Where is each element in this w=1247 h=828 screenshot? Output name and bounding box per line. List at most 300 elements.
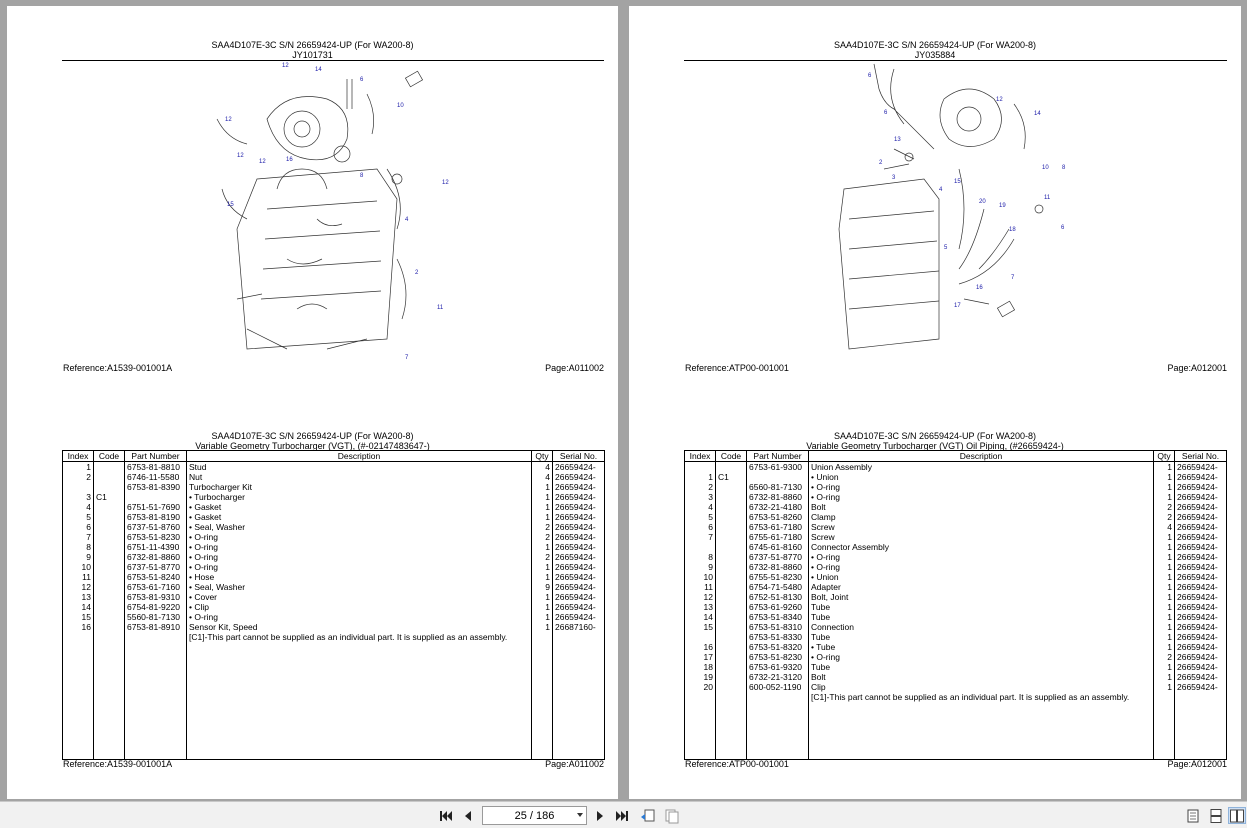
cell-index: 16 <box>685 642 716 652</box>
cell-part-number: 6732-21-3120 <box>747 672 809 682</box>
cell-qty: 4 <box>532 472 553 482</box>
cell-part-number: 6753-51-8310 <box>747 622 809 632</box>
cell-description: Union Assembly <box>809 462 1154 473</box>
cell-description: • O-ring <box>187 562 532 572</box>
table-row <box>685 522 1227 532</box>
cell-serial-no: 26659424- <box>553 482 605 492</box>
svg-text:16: 16 <box>286 157 293 163</box>
table-row <box>63 592 605 602</box>
svg-text:3: 3 <box>892 175 896 181</box>
cell-index: 15 <box>685 622 716 632</box>
cell-code <box>716 602 747 612</box>
table-row <box>685 502 1227 512</box>
cell-description: • O-ring <box>187 532 532 542</box>
table-row <box>63 532 605 542</box>
cell-serial-no: 26659424- <box>1175 672 1227 682</box>
cell-description: • Gasket <box>187 502 532 512</box>
cell-index: 2 <box>685 482 716 492</box>
svg-text:15: 15 <box>227 202 234 208</box>
cell-index: 16 <box>63 622 94 632</box>
cell-code <box>94 562 125 572</box>
cell-qty: 1 <box>1154 642 1175 652</box>
cell-part-number: 6732-81-8860 <box>125 552 187 562</box>
table-row <box>685 682 1227 692</box>
cell-index: 11 <box>63 572 94 582</box>
cell-qty: 2 <box>532 552 553 562</box>
table-row <box>63 572 605 582</box>
svg-text:7: 7 <box>405 355 409 361</box>
cell-serial-no: 26659424- <box>553 602 605 612</box>
parts-table <box>684 450 1227 760</box>
list-page-number: Page:A012001 <box>1167 759 1227 769</box>
cell-code <box>716 552 747 562</box>
cell-index: 7 <box>63 532 94 542</box>
chevron-down-icon <box>577 813 583 817</box>
two-page-view-icon[interactable] <box>1228 807 1246 824</box>
table-row <box>685 652 1227 662</box>
table-row <box>63 622 605 632</box>
document-page-right <box>629 6 1241 799</box>
table-row <box>685 492 1227 502</box>
cell-serial-no: 26659424- <box>1175 602 1227 612</box>
next-view-icon[interactable] <box>664 808 680 824</box>
cell-index: 15 <box>63 612 94 622</box>
assembly-note: [C1]-This part cannot be supplied as an individual part. It is supplied as an assembly. <box>809 692 1154 760</box>
drawing-code: JY101731 <box>292 50 333 60</box>
svg-text:12: 12 <box>442 180 449 186</box>
cell-description: Nut <box>187 472 532 482</box>
cell-qty: 1 <box>1154 602 1175 612</box>
cell-serial-no: 26659424- <box>553 572 605 582</box>
empty-cell <box>532 632 553 760</box>
table-row <box>685 512 1227 522</box>
drawing-title: SAA4D107E-3C S/N 26659424-UP (For WA200-8) <box>211 40 414 50</box>
table-row-note <box>685 692 1227 760</box>
column-header-qty: Qty <box>532 451 553 462</box>
cell-code <box>716 512 747 522</box>
drawing-reference: Reference:ATP00-001001 <box>685 363 789 373</box>
cell-qty: 9 <box>532 582 553 592</box>
parts-list-title: SAA4D107E-3C S/N 26659424-UP (For WA200-8) <box>211 431 414 441</box>
cell-description: Adapter <box>809 582 1154 592</box>
cell-qty: 1 <box>1154 492 1175 502</box>
drawing-code: JY035884 <box>914 50 956 60</box>
column-header-part-number: Part Number <box>747 451 809 462</box>
cell-qty: 1 <box>1154 482 1175 492</box>
empty-cell <box>1154 692 1175 760</box>
empty-cell <box>94 632 125 760</box>
cell-code <box>716 662 747 672</box>
table-row <box>63 612 605 622</box>
cell-qty: 1 <box>532 502 553 512</box>
cell-index: 8 <box>63 542 94 552</box>
cell-index: 12 <box>63 582 94 592</box>
table-row <box>685 462 1227 473</box>
cell-serial-no: 26659424- <box>553 592 605 602</box>
cell-index: 1 <box>63 462 94 473</box>
svg-text:13: 13 <box>894 137 901 143</box>
cell-qty: 2 <box>1154 652 1175 662</box>
table-row <box>685 542 1227 552</box>
svg-text:12: 12 <box>996 97 1003 103</box>
cell-serial-no: 26659424- <box>1175 652 1227 662</box>
cell-serial-no: 26659424- <box>553 532 605 542</box>
cell-description: • Clip <box>187 602 532 612</box>
empty-cell <box>747 692 809 760</box>
exploded-parts-diagram <box>197 59 449 364</box>
cell-serial-no: 26659424- <box>553 582 605 592</box>
cell-code <box>94 552 125 562</box>
cell-code <box>94 582 125 592</box>
cell-qty: 1 <box>1154 572 1175 582</box>
assembly-note: [C1]-This part cannot be supplied as an individual part. It is supplied as an assembly. <box>187 632 532 760</box>
cell-description: Bolt <box>809 672 1154 682</box>
parts-list-subtitle: Variable Geometry Turbocharger (VGT) Oil Piping, (#26659424-) <box>806 441 1064 451</box>
cell-description: • O-ring <box>809 492 1154 502</box>
cell-part-number: 6753-51-8230 <box>125 532 187 542</box>
cell-code <box>94 622 125 632</box>
table-row <box>685 552 1227 562</box>
cell-index: 17 <box>685 652 716 662</box>
svg-text:12: 12 <box>225 117 232 123</box>
cell-description: • Union <box>809 472 1154 482</box>
cell-part-number <box>125 492 187 502</box>
cell-part-number: 6753-61-7160 <box>125 582 187 592</box>
column-header-qty: Qty <box>1154 451 1175 462</box>
parts-table <box>62 450 605 760</box>
cell-part-number: 6560-81-7130 <box>747 482 809 492</box>
cell-qty: 1 <box>532 562 553 572</box>
table-row-note <box>63 632 605 760</box>
cell-description: • Tube <box>809 642 1154 652</box>
empty-cell <box>125 632 187 760</box>
column-header-index: Index <box>685 451 716 462</box>
table-row <box>685 642 1227 652</box>
svg-text:6: 6 <box>884 110 888 116</box>
cell-code <box>716 632 747 642</box>
cell-part-number: 6753-81-8390 <box>125 482 187 492</box>
cell-code <box>716 522 747 532</box>
page-indicator: 25 / 186 <box>514 809 555 822</box>
cell-serial-no: 26659424- <box>1175 552 1227 562</box>
svg-text:8: 8 <box>1062 165 1066 171</box>
cell-code <box>94 522 125 532</box>
svg-text:8: 8 <box>360 173 364 179</box>
column-header-serial-no: Serial No. <box>1175 451 1227 462</box>
table-row <box>685 662 1227 672</box>
column-header-description: Description <box>187 451 532 462</box>
empty-cell <box>63 632 94 760</box>
cell-qty: 1 <box>1154 532 1175 542</box>
parts-list-header <box>7 431 618 451</box>
cell-part-number: 6737-51-8760 <box>125 522 187 532</box>
svg-text:15: 15 <box>954 179 961 185</box>
drawing-reference: Reference:A1539-001001A <box>63 363 173 373</box>
parts-list-title: SAA4D107E-3C S/N 26659424-UP (For WA200-8) <box>833 431 1037 441</box>
cell-index: 8 <box>685 552 716 562</box>
cell-serial-no: 26659424- <box>1175 642 1227 652</box>
svg-text:6: 6 <box>868 73 872 79</box>
cell-code <box>94 502 125 512</box>
cell-part-number: 6737-51-8770 <box>125 562 187 572</box>
cell-qty: 1 <box>1154 632 1175 642</box>
cell-part-number: 6753-51-8320 <box>747 642 809 652</box>
cell-part-number: 600-052-1190 <box>747 682 809 692</box>
cell-description: Screw <box>809 522 1154 532</box>
svg-text:4: 4 <box>405 217 409 223</box>
cell-index: 4 <box>63 502 94 512</box>
cell-part-number: 6753-81-9310 <box>125 592 187 602</box>
cell-code <box>94 572 125 582</box>
table-row <box>685 562 1227 572</box>
table-row <box>63 462 605 473</box>
table-row <box>685 592 1227 602</box>
cell-code <box>94 532 125 542</box>
cell-description: Sensor Kit, Speed <box>187 622 532 632</box>
cell-serial-no: 26659424- <box>1175 662 1227 672</box>
cell-code <box>716 672 747 682</box>
svg-text:12: 12 <box>237 153 244 159</box>
cell-part-number: 6751-51-7690 <box>125 502 187 512</box>
cell-qty: 1 <box>532 482 553 492</box>
cell-code <box>94 472 125 482</box>
cell-part-number: 6754-81-9220 <box>125 602 187 612</box>
cell-part-number: 6753-61-9260 <box>747 602 809 612</box>
cell-qty: 1 <box>1154 612 1175 622</box>
list-reference: Reference:ATP00-001001 <box>685 759 789 769</box>
cell-code <box>94 462 125 473</box>
cell-serial-no: 26659424- <box>1175 482 1227 492</box>
cell-qty: 1 <box>532 492 553 502</box>
cell-qty: 4 <box>1154 522 1175 532</box>
cell-serial-no: 26659424- <box>553 552 605 562</box>
table-row <box>685 532 1227 542</box>
cell-qty: 1 <box>532 622 553 632</box>
cell-part-number: 6753-61-9300 <box>747 462 809 473</box>
cell-part-number: 6755-51-8230 <box>747 572 809 582</box>
empty-cell <box>553 632 605 760</box>
cell-part-number <box>747 472 809 482</box>
table-row <box>685 622 1227 632</box>
exploded-parts-diagram <box>834 59 1074 364</box>
table-row <box>685 602 1227 612</box>
cell-serial-no: 26659424- <box>553 562 605 572</box>
drawing-title: SAA4D107E-3C S/N 26659424-UP (For WA200-8) <box>833 40 1037 50</box>
cell-code <box>94 602 125 612</box>
cell-qty: 1 <box>1154 592 1175 602</box>
cell-code <box>716 642 747 652</box>
svg-text:14: 14 <box>315 67 322 73</box>
cell-code <box>716 612 747 622</box>
cell-code <box>716 492 747 502</box>
table-row <box>63 562 605 572</box>
column-header-description: Description <box>809 451 1154 462</box>
svg-text:6: 6 <box>1061 225 1065 231</box>
cell-serial-no: 26687160- <box>553 622 605 632</box>
list-page-number: Page:A011002 <box>545 759 604 769</box>
cell-description: Clamp <box>809 512 1154 522</box>
cell-index: 19 <box>685 672 716 682</box>
cell-description: Tube <box>809 662 1154 672</box>
cell-serial-no: 26659424- <box>1175 542 1227 552</box>
continuous-view-icon[interactable] <box>1207 807 1225 824</box>
table-row <box>63 502 605 512</box>
svg-text:12: 12 <box>259 159 266 165</box>
next-page-icon[interactable] <box>592 808 608 824</box>
svg-text:11: 11 <box>1044 195 1051 201</box>
cell-index: 9 <box>685 562 716 572</box>
cell-qty: 1 <box>1154 622 1175 632</box>
cell-description: • Gasket <box>187 512 532 522</box>
cell-part-number: 5560-81-7130 <box>125 612 187 622</box>
drawing-header <box>7 40 618 60</box>
svg-text:14: 14 <box>1034 111 1041 117</box>
cell-code <box>716 562 747 572</box>
table-row <box>685 672 1227 682</box>
drawing-page-number: Page:A011002 <box>545 363 604 373</box>
turbocharger-drawing <box>197 59 449 364</box>
oil-piping-drawing <box>834 59 1074 364</box>
table-row <box>685 632 1227 642</box>
cell-description: • O-ring <box>809 552 1154 562</box>
svg-text:16: 16 <box>976 285 983 291</box>
single-page-view-icon[interactable] <box>1184 807 1202 824</box>
table-row <box>685 572 1227 582</box>
cell-serial-no: 26659424- <box>1175 472 1227 482</box>
cell-code <box>94 592 125 602</box>
cell-part-number: 6753-81-8910 <box>125 622 187 632</box>
cell-code <box>716 652 747 662</box>
cell-part-number: 6732-81-8860 <box>747 562 809 572</box>
cell-qty: 1 <box>532 612 553 622</box>
cell-serial-no: 26659424- <box>1175 682 1227 692</box>
previous-view-icon[interactable] <box>640 808 656 824</box>
cell-description: • O-ring <box>809 652 1154 662</box>
cell-qty: 1 <box>1154 582 1175 592</box>
cell-serial-no: 26659424- <box>1175 582 1227 592</box>
cell-code <box>716 482 747 492</box>
previous-page-icon[interactable] <box>460 808 476 824</box>
svg-text:7: 7 <box>1011 275 1015 281</box>
cell-code <box>94 482 125 492</box>
column-header-serial-no: Serial No. <box>553 451 605 462</box>
cell-description: Stud <box>187 462 532 473</box>
svg-text:18: 18 <box>1009 227 1016 233</box>
cell-serial-no: 26659424- <box>1175 592 1227 602</box>
cell-code <box>94 512 125 522</box>
column-header-part-number: Part Number <box>125 451 187 462</box>
svg-text:20: 20 <box>979 199 986 205</box>
cell-description: • O-ring <box>187 542 532 552</box>
cell-description: • Cover <box>187 592 532 602</box>
cell-part-number: 6753-51-8240 <box>125 572 187 582</box>
column-header-code: Code <box>94 451 125 462</box>
viewer-toolbar <box>0 801 1247 828</box>
cell-code <box>94 612 125 622</box>
cell-code <box>716 622 747 632</box>
svg-text:19: 19 <box>999 203 1006 209</box>
last-page-icon[interactable] <box>614 808 630 824</box>
cell-description: Bolt, Joint <box>809 592 1154 602</box>
svg-text:10: 10 <box>1042 165 1049 171</box>
first-page-icon[interactable] <box>438 808 454 824</box>
cell-qty: 1 <box>1154 662 1175 672</box>
cell-index: 2 <box>63 472 94 482</box>
cell-index: 3 <box>685 492 716 502</box>
parts-list-subtitle: Variable Geometry Turbocharger (VGT), (#-02147483647-) <box>195 441 430 451</box>
table-row <box>63 582 605 592</box>
svg-text:6: 6 <box>360 77 364 83</box>
empty-cell <box>1175 692 1227 760</box>
cell-description: Bolt <box>809 502 1154 512</box>
cell-qty: 1 <box>1154 682 1175 692</box>
cell-part-number: 6754-71-5480 <box>747 582 809 592</box>
cell-description: • O-ring <box>187 612 532 622</box>
cell-index: 6 <box>685 522 716 532</box>
cell-code <box>94 542 125 552</box>
cell-part-number: 6732-21-4180 <box>747 502 809 512</box>
cell-serial-no: 26659424- <box>1175 502 1227 512</box>
cell-description: Turbocharger Kit <box>187 482 532 492</box>
svg-text:12: 12 <box>282 63 289 69</box>
cell-serial-no: 26659424- <box>553 512 605 522</box>
cell-serial-no: 26659424- <box>553 472 605 482</box>
cell-description: • O-ring <box>809 482 1154 492</box>
svg-text:4: 4 <box>939 187 943 193</box>
cell-serial-no: 26659424- <box>1175 532 1227 542</box>
column-header-index: Index <box>63 451 94 462</box>
cell-qty: 2 <box>1154 502 1175 512</box>
cell-index: 14 <box>685 612 716 622</box>
cell-qty: 2 <box>532 532 553 542</box>
table-row <box>685 472 1227 482</box>
cell-index <box>685 542 716 552</box>
cell-part-number: 6753-51-8230 <box>747 652 809 662</box>
cell-description: • Seal, Washer <box>187 582 532 592</box>
cell-serial-no: 26659424- <box>1175 492 1227 502</box>
cell-description: • Turbocharger <box>187 492 532 502</box>
cell-part-number: 6755-61-7180 <box>747 532 809 542</box>
svg-text:17: 17 <box>954 303 961 309</box>
page-number-select[interactable] <box>482 806 587 825</box>
cell-code <box>716 682 747 692</box>
cell-description: Tube <box>809 612 1154 622</box>
cell-index: 5 <box>63 512 94 522</box>
cell-index: 4 <box>685 502 716 512</box>
cell-index: 3 <box>63 492 94 502</box>
cell-description: Connector Assembly <box>809 542 1154 552</box>
table-row <box>685 612 1227 622</box>
cell-qty: 1 <box>532 542 553 552</box>
cell-code <box>716 462 747 473</box>
table-row <box>63 552 605 562</box>
cell-code: C1 <box>716 472 747 482</box>
cell-index: 10 <box>685 572 716 582</box>
svg-text:2: 2 <box>879 160 883 166</box>
cell-qty: 1 <box>532 592 553 602</box>
cell-qty: 1 <box>532 572 553 582</box>
cell-index: 10 <box>63 562 94 572</box>
cell-part-number: 6753-51-8260 <box>747 512 809 522</box>
cell-description: Connection <box>809 622 1154 632</box>
cell-serial-no: 26659424- <box>1175 512 1227 522</box>
cell-code <box>716 532 747 542</box>
table-header-row <box>63 451 605 462</box>
cell-description: • Hose <box>187 572 532 582</box>
table-row <box>63 512 605 522</box>
svg-text:5: 5 <box>944 245 948 251</box>
cell-code <box>716 542 747 552</box>
